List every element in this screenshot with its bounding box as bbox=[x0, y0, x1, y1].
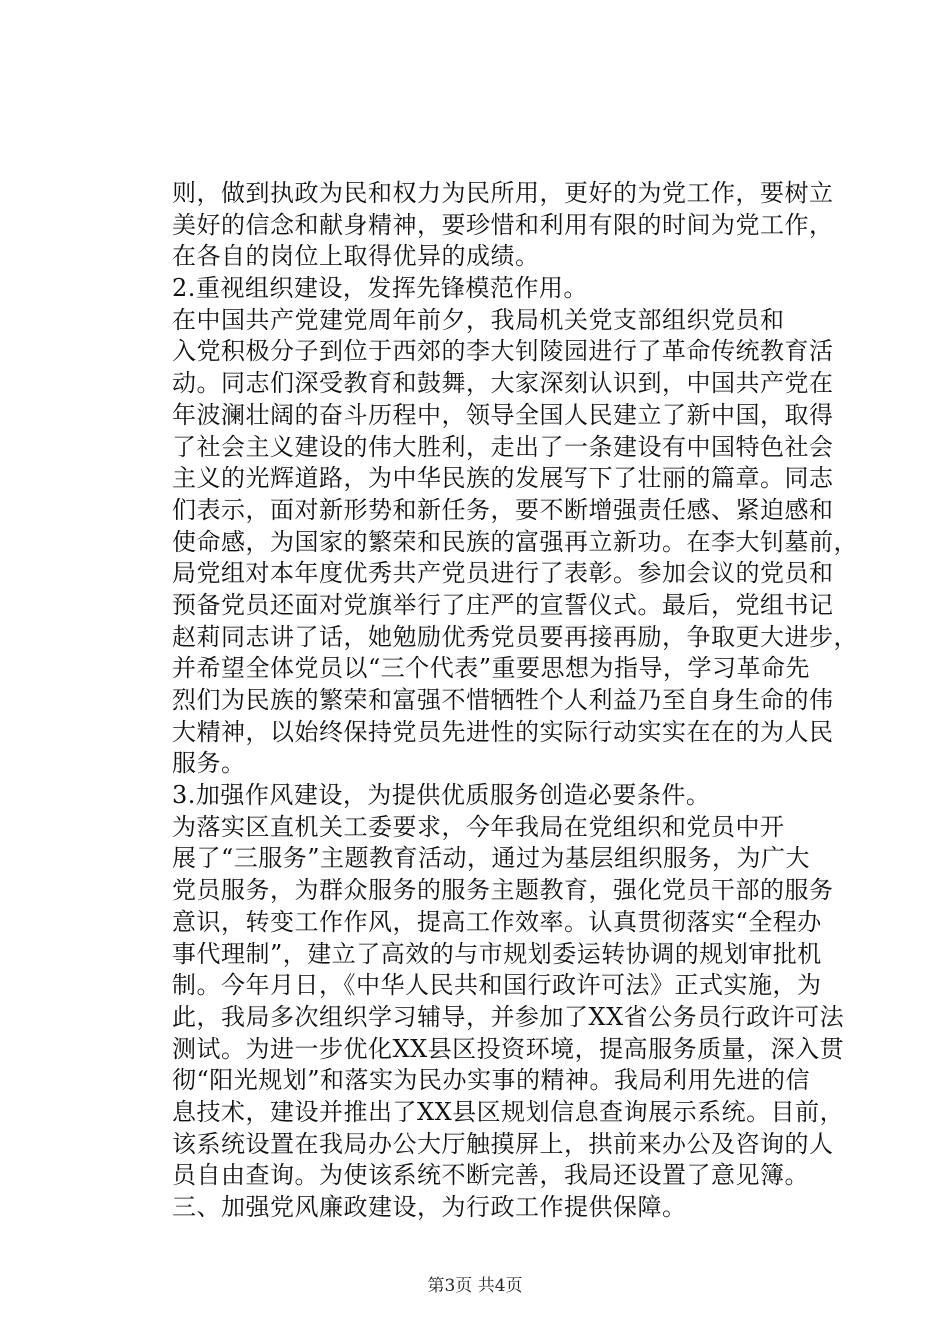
text-line: 该系统设置在我局办公大厅触摸屏上，拱前来办公及咨询的人 bbox=[172, 1129, 834, 1158]
text-line: 赵莉同志讲了话，她勉励优秀党员要再接再励，争取更大进步， bbox=[172, 622, 858, 651]
text-line: 动。同志们深受教育和鼓舞，大家深刻认识到，中国共产党在 bbox=[172, 369, 834, 398]
text-line: 在中国共产党建党周年前夕，我局机关党支部组织党员和 bbox=[172, 305, 785, 334]
text-line: 则，做到执政为民和权力为民所用，更好的为党工作，要树立 bbox=[172, 179, 834, 207]
text-line: 3.加强作风建设，为提供优质服务创造必要条件。 bbox=[172, 781, 711, 810]
text-line: 意识，转变工作作风，提高工作效率。认真贯彻落实“全程办 bbox=[172, 907, 822, 936]
text-line: 员自由查询。为使该系统不断完善，我局还设置了意见簿。 bbox=[172, 1161, 809, 1190]
text-line: 为落实区直机关工委要求，今年我局在党组织和党员中开 bbox=[172, 812, 785, 841]
page-footer: 第3页 共4页 bbox=[427, 1276, 523, 1296]
text-line: 们表示，面对新形势和新任务，要不断增强责任感、紧迫感和 bbox=[172, 495, 834, 524]
text-line: 预备党员还面对党旗举行了庄严的宣誓仪式。最后，党组书记 bbox=[172, 590, 834, 619]
text-line: 入党积极分子到位于西郊的李大钊陵园进行了革命传统教育活 bbox=[172, 337, 834, 366]
text-line: 展了“三服务”主题教育活动，通过为基层组织服务，为广大 bbox=[172, 844, 811, 873]
body-text bbox=[172, 178, 858, 1224]
text-line: 使命感，为国家的繁荣和民族的富强再立新功。在李大钊墓前， bbox=[172, 527, 858, 556]
text-line: 大精神，以始终保持党员先进性的实际行动实实在在的为人民 bbox=[172, 717, 834, 746]
text-line: 在各自的岗位上取得优异的成绩。 bbox=[172, 242, 540, 271]
text-line: 彻“阳光规划”和落实为民办实事的精神。我局利用先进的信 bbox=[172, 1066, 811, 1095]
text-line: 此，我局多次组织学习辅导，并参加了XX省公务员行政许可法 bbox=[172, 1002, 845, 1031]
text-line: 制。今年月日，《中华人民共和国行政许可法》正式实施，为 bbox=[172, 971, 822, 1000]
text-line: 并希望全体党员以“三个代表”重要思想为指导，学习革命先 bbox=[172, 654, 811, 683]
text-line: 事代理制”，建立了高效的与市规划委运转协调的规划审批机 bbox=[172, 939, 822, 968]
text-line: 服务。 bbox=[172, 749, 246, 778]
text-line: 局党组对本年度优秀共产党员进行了表彰。参加会议的党员和 bbox=[172, 559, 834, 588]
text-line: 了社会主义建设的伟大胜利，走出了一条建设有中国特色社会 bbox=[172, 432, 834, 461]
text-line: 2.重视组织建设，发挥先锋模范作用。 bbox=[172, 274, 588, 303]
text-line: 烈们为民族的繁荣和富强不惜牺牲个人利益乃至自身生命的伟 bbox=[172, 686, 834, 714]
text-line: 测试。为进一步优化XX县区投资环境，提高服务质量，深入贯 bbox=[172, 1034, 845, 1063]
text-line: 息技术，建设并推出了XX县区规划信息查询展示系统。目前， bbox=[172, 1097, 845, 1126]
text-line: 三、加强党风廉政建设，为行政工作提供保障。 bbox=[172, 1193, 687, 1221]
text-line: 主义的光辉道路，为中华民族的发展写下了壮丽的篇章。同志 bbox=[172, 464, 834, 493]
text-line: 美好的信念和献身精神，要珍惜和利用有限的时间为党工作， bbox=[172, 210, 834, 239]
text-line: 党员服务，为群众服务的服务主题教育，强化党员干部的服务 bbox=[172, 876, 834, 905]
text-line: 年波澜壮阔的奋斗历程中，领导全国人民建立了新中国，取得 bbox=[172, 400, 834, 429]
